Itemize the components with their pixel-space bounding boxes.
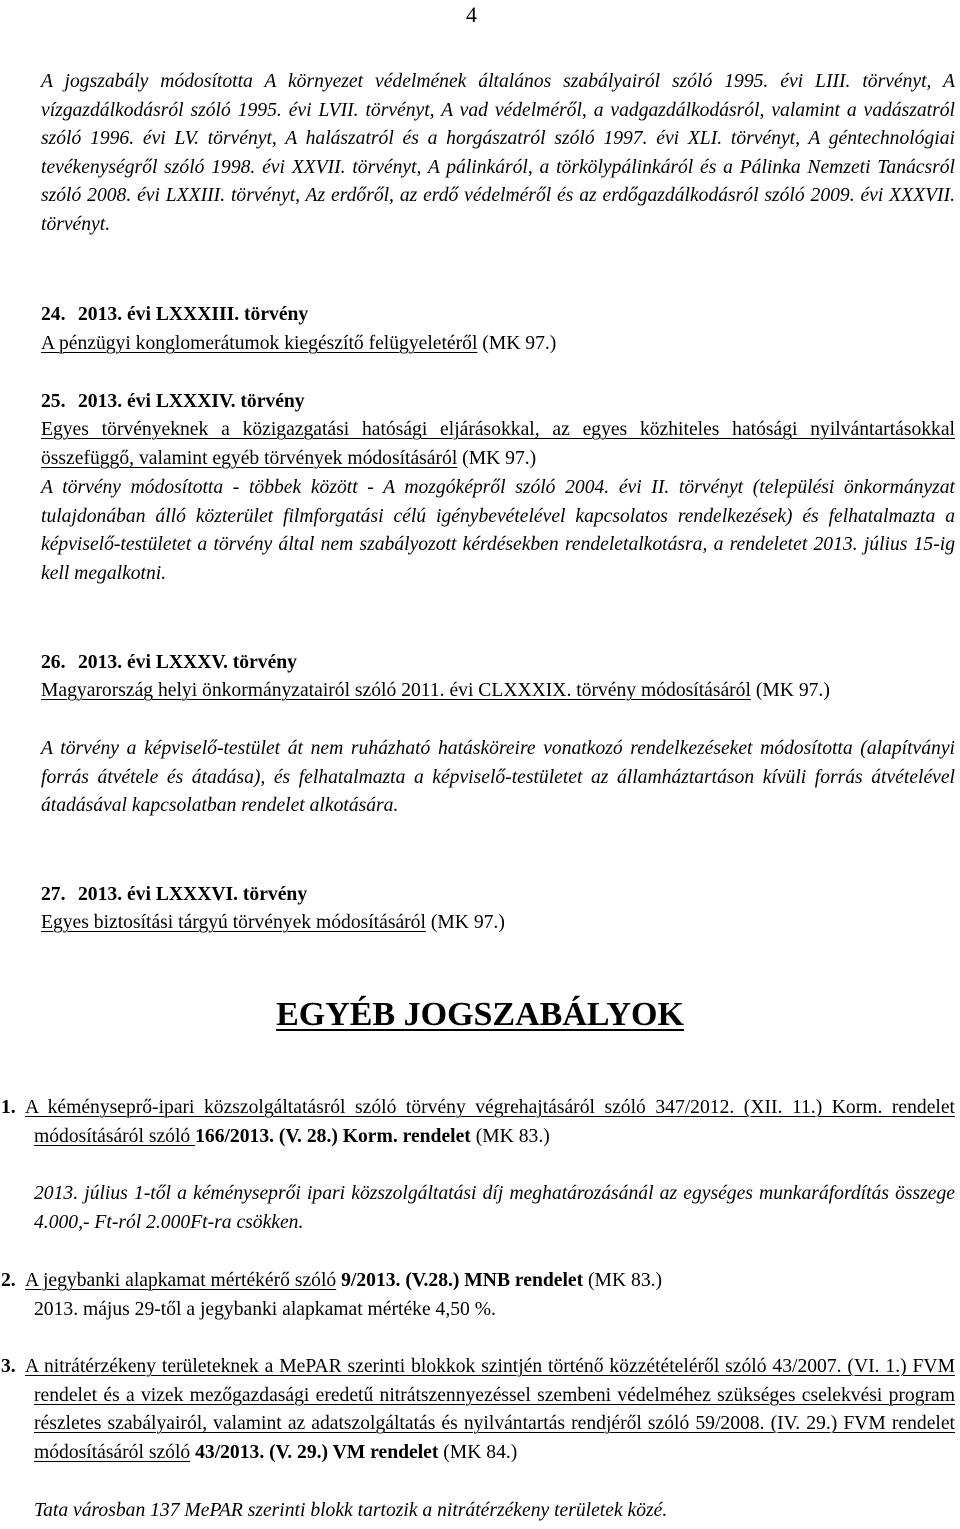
law-title-25 — [41, 416, 955, 473]
page-number: 4 — [466, 2, 477, 27]
law-title: Egyes törvényeknek a közigazgatási hatósági eljárásokkal, az egyes közhiteles hatósági nyilvántartásokkal összefüggő, valamint egyéb törvények módosításáról — [41, 419, 955, 469]
law-heading: 2013. évi LXXXVI. törvény — [78, 884, 308, 905]
law-number: 26. — [41, 652, 66, 673]
law-ref: (MK 97.) — [430, 912, 505, 933]
other-bold-ref: 166/2013. (V. 28.) Korm. rendelet — [195, 1125, 471, 1147]
other-item-2 — [1, 1267, 955, 1296]
law-heading-25 — [41, 389, 305, 415]
law-number: 25. — [41, 391, 66, 412]
law-heading: 2013. évi LXXXV. törvény — [78, 652, 297, 673]
other-title: A kéményseprő-ipari közszolgáltatásról szóló törvény végrehajtásáról szóló 347/2012. (XII. 11.) Korm. rendelet módosításáról szóló — [25, 1097, 955, 1147]
other-bold-ref: 43/2013. (V. 29.) VM rendelet — [195, 1441, 439, 1463]
law-heading: 2013. évi LXXXIV. törvény — [78, 391, 305, 412]
section-title-text: EGYÉB JOGSZABÁLYOK — [276, 996, 684, 1033]
other-ref: (MK 84.) — [443, 1441, 518, 1463]
law-number: 27. — [41, 884, 66, 905]
law-note-26: A törvény a képviselő-testület át nem ruházható hatásköreire vonatkozó rendelkezéseket módosította (alapítványi forrás átvétele és átadása), és felhatalmazta a képviselő-testületet az államháztartáson kívüli forrás átvételével átadásával kapcsolatban rendelet alkotására. — [41, 738, 955, 817]
other-item-1 — [1, 1094, 955, 1151]
law-ref: (MK 97.) — [755, 680, 830, 701]
other-ref: (MK 83.) — [475, 1125, 550, 1147]
law-heading-27 — [41, 882, 307, 908]
law-title: Egyes biztosítási tárgyú törvények módosításáról — [41, 912, 426, 933]
other-number: 3. — [1, 1356, 16, 1377]
other-title: A jegybanki alapkamat mértékérő szóló — [25, 1270, 337, 1291]
other-bold-ref: 9/2013. (V.28.) MNB rendelet — [341, 1270, 584, 1291]
law-title: Magyarország helyi önkormányzatairól szóló 2011. évi CLXXXIX. törvény módosításáról — [41, 680, 751, 701]
other-item-3 — [1, 1353, 955, 1467]
law-number: 24. — [41, 304, 66, 325]
law-heading-26 — [41, 650, 297, 676]
law-title-26 — [41, 677, 955, 706]
law-note-25: A törvény módosította - többek között - A mozgóképről szóló 2004. évi II. törvényt (települési önkormányzat tulajdonában álló közterület filmforgatási célú igénybevételével kapcsolatos rendelkezések) és felhatalmazta a képviselő-testületet a törvény által nem szabályozott kérdésekben rendeletalkotásra, a rendeletet 2013. július 15-ig kell megalkotni. — [41, 477, 955, 584]
other-number: 2. — [1, 1270, 16, 1291]
intro-paragraph: A jogszabály módosította A környezet védelmének általános szabályairól szóló 1995. évi LIII. törvényt, A vízgazdálkodásról szóló 1995. évi LVII. törvényt, A vad védelméről, a vadgazdálkodásról, valamint a vadászatról szóló 1996. évi LV. törvényt, A halászatról és a horgászatról szóló 1997. évi XLI. törvényt, A géntechnológiai tevékenységről szóló 1998. évi XXVII. törvényt, A pálinkáról, a törkölypálinkáról és a Pálinka Nemzeti Tanácsról szóló 2008. évi LXXIII. törvényt, Az erdőről, az erdő védelméről és az erdőgazdálkodásról szóló 2009. évi XXXVII. törvényt. — [41, 71, 955, 235]
other-ref: (MK 83.) — [588, 1270, 663, 1291]
other-note-1: 2013. július 1-től a kéményseprői ipari közszolgáltatási díj meghatározásánál az egységes munkaráfordítás összege 4.000,- Ft-ról 2.000Ft-ra csökken. — [34, 1183, 955, 1233]
law-ref: (MK 97.) — [482, 333, 557, 354]
other-title: A nitrátérzékeny területeknek a MePAR szerinti blokkok szintjén történő közzétételéről szóló 43/2007. (VI. 1.) FVM rendelet és a vizek mezőgazdasági eredetű nitrátszennyezéssel szembeni védelméhez szükséges cselekvési program részletes szabályairól, valamint az adatszolgáltatás és nyilvántartás rendjéről szóló 59/2008. (IV. 29.) FVM rendelet módosításáról szóló — [25, 1356, 955, 1463]
other-note-2: 2013. május 29-től a jegybanki alapkamat mértéke 4,50 %. — [34, 1299, 496, 1320]
law-title-24 — [41, 330, 955, 359]
law-title: A pénzügyi konglomerátumok kiegészítő felügyeletéről — [41, 333, 478, 354]
other-note-3: Tata városban 137 MePAR szerinti blokk tartozik a nitrátérzékeny területek közé. — [34, 1500, 668, 1521]
other-number: 1. — [1, 1097, 16, 1118]
law-heading-24 — [41, 302, 308, 328]
law-heading: 2013. évi LXXXIII. törvény — [78, 304, 309, 325]
section-title — [0, 996, 960, 1034]
law-ref: (MK 97.) — [462, 447, 537, 469]
law-title-27 — [41, 909, 955, 938]
